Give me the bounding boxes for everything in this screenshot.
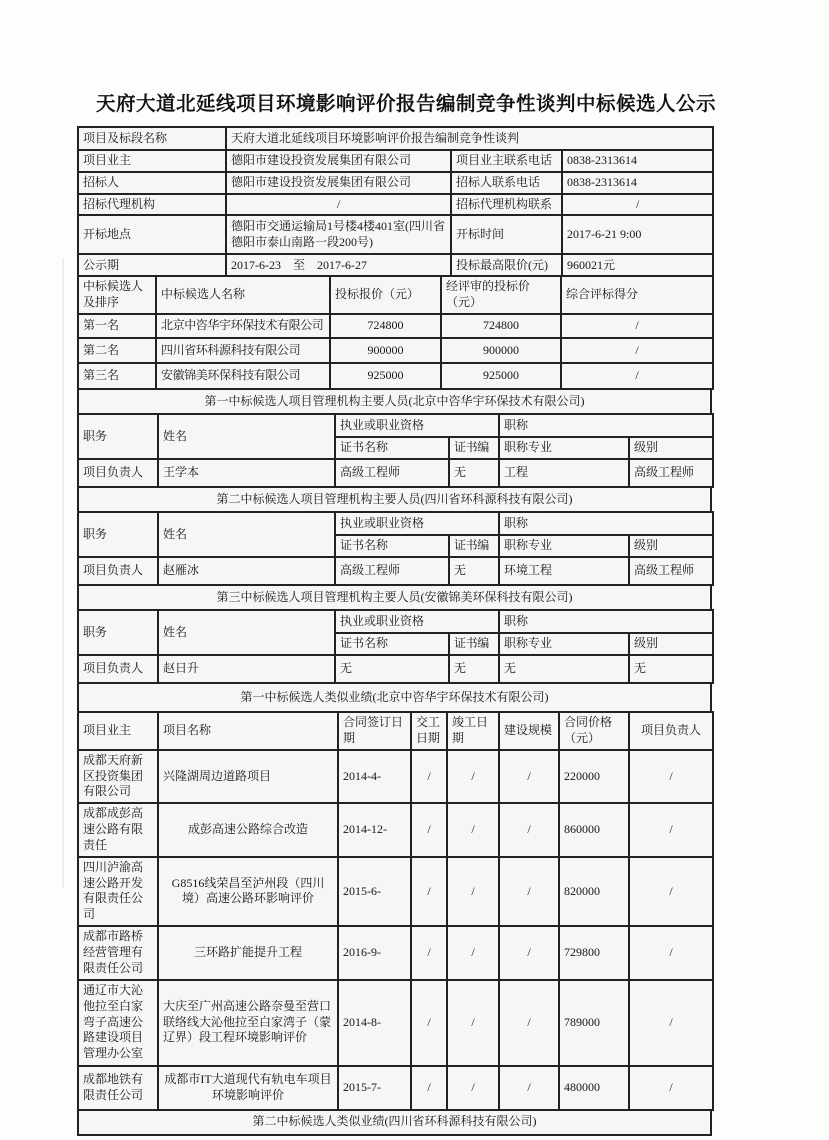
column-header: 建设规模 [499, 712, 559, 750]
column-header: 职称专业 [499, 633, 629, 655]
info-label: 招标代理机构联系 [451, 194, 562, 216]
contract-price: 729800 [559, 926, 629, 979]
project-leader: / [629, 926, 713, 979]
column-header: 职务 [78, 512, 158, 557]
column-header: 中标候选人名称 [156, 276, 330, 314]
column-header: 级别 [629, 633, 713, 655]
project-name: G8516线荣昌至泸州段（四川境）高速公路环影响评价 [158, 857, 338, 926]
project-name: 成彭高速公路综合改造 [158, 803, 338, 856]
project-leader: / [629, 980, 713, 1066]
candidate-row [78, 363, 713, 389]
info-value: 德阳市建设投资发展集团有限公司 [226, 150, 451, 172]
section-banner [77, 486, 712, 513]
project-owner: 四川泸渝高速公路开发有限责任公司 [78, 857, 158, 926]
candidate-row [78, 314, 713, 338]
column-header: 合同签订日期 [338, 712, 411, 750]
section-banner-text: 第一中标候选人项目管理机构主要人员(北京中咨华宇环保技术有限公司) [78, 389, 711, 414]
candidate-bid: 724800 [330, 314, 441, 338]
performance-table [77, 711, 714, 1110]
project-owner: 成都天府新区投资集团有限公司 [78, 750, 158, 803]
personnel-name: 赵雁冰 [158, 557, 335, 585]
personnel-duty: 项目负责人 [78, 655, 158, 683]
contract-date: 2014-4- [338, 750, 411, 803]
candidate-rank: 第三名 [78, 363, 156, 389]
personnel-row [78, 459, 713, 487]
completion-date: / [447, 980, 499, 1066]
info-label: 公示期 [78, 254, 226, 276]
project-owner: 成都地铁有限责任公司 [78, 1066, 158, 1110]
project-name: 成都市IT大道现代有轨电车项目环境影响评价 [158, 1066, 338, 1110]
delivery-date: / [411, 750, 447, 803]
contract-price: 789000 [559, 980, 629, 1066]
column-header: 证书名称 [335, 633, 449, 655]
candidate-name: 安徽锦美环保科技有限公司 [156, 363, 330, 389]
column-header: 竣工日期 [447, 712, 499, 750]
contract-date: 2014-8- [338, 980, 411, 1066]
construction-scale: / [499, 980, 559, 1066]
section-banner-text: 第二中标候选人项目管理机构主要人员(四川省环科源科技有限公司) [78, 487, 711, 512]
column-header: 证书名称 [335, 437, 449, 459]
personnel-table-2 [77, 511, 714, 586]
contract-price: 220000 [559, 750, 629, 803]
personnel-title-major: 无 [499, 655, 629, 683]
personnel-name: 赵日升 [158, 655, 335, 683]
column-header: 证书编 [449, 633, 499, 655]
column-header: 级别 [629, 437, 713, 459]
completion-date: / [447, 803, 499, 856]
column-header: 交工日期 [411, 712, 447, 750]
construction-scale: / [499, 1066, 559, 1110]
performance-row [78, 980, 713, 1066]
personnel-title-major: 环境工程 [499, 557, 629, 585]
delivery-date: / [411, 980, 447, 1066]
candidate-score: / [561, 338, 713, 363]
performance-row [78, 1066, 713, 1110]
completion-date: / [447, 857, 499, 926]
info-value: 2017-6-23 至 2017-6-27 [226, 254, 451, 276]
column-header: 执业或职业资格 [335, 512, 499, 535]
info-value: 德阳市建设投资发展集团有限公司 [226, 172, 451, 194]
performance-row [78, 926, 713, 979]
candidate-row [78, 338, 713, 363]
scan-edge-shadow [62, 258, 64, 888]
project-leader: / [629, 857, 713, 926]
column-header: 姓名 [158, 414, 335, 459]
delivery-date: / [411, 926, 447, 979]
contract-date: 2016-9- [338, 926, 411, 979]
contract-price: 480000 [559, 1066, 629, 1110]
candidate-score: / [561, 314, 713, 338]
candidate-evaluated-bid: 925000 [441, 363, 561, 389]
personnel-duty: 项目负责人 [78, 557, 158, 585]
personnel-duty: 项目负责人 [78, 459, 158, 487]
column-header: 中标候选人及排序 [78, 276, 156, 314]
construction-scale: / [499, 803, 559, 856]
candidate-name: 北京中咨华宇环保技术有限公司 [156, 314, 330, 338]
column-header: 项目业主 [78, 712, 158, 750]
project-name: 大庆至广州高速公路奈曼至营口联络线大沁他拉至白家湾子（蒙辽界）段工程环境影响评价 [158, 980, 338, 1066]
section-banner-text: 第三中标候选人项目管理机构主要人员(安徽锦美环保科技有限公司) [78, 585, 711, 610]
personnel-row [78, 655, 713, 683]
candidate-rank: 第二名 [78, 338, 156, 363]
candidate-name: 四川省环科源科技有限公司 [156, 338, 330, 363]
column-header: 职称 [499, 512, 713, 535]
section-banner-text: 第一中标候选人类似业绩(北京中咨华宇环保技术有限公司) [78, 683, 711, 712]
document-title: 天府大道北延线项目环境影响评价报告编制竞争性谈判中标候选人公示 [95, 94, 716, 115]
project-name: 三环路扩能提升工程 [158, 926, 338, 979]
info-label: 招标人 [78, 172, 226, 194]
performance-row [78, 803, 713, 856]
candidate-evaluated-bid: 900000 [441, 338, 561, 363]
column-header: 职称专业 [499, 437, 629, 459]
candidate-rank: 第一名 [78, 314, 156, 338]
info-label: 开标时间 [451, 215, 562, 254]
completion-date: / [447, 750, 499, 803]
personnel-title-level: 高级工程师 [629, 459, 713, 487]
completion-date: / [447, 1066, 499, 1110]
project-info-table [77, 126, 714, 277]
info-label: 项目及标段名称 [78, 127, 226, 150]
construction-scale: / [499, 926, 559, 979]
section-banner [77, 584, 712, 611]
candidate-bid: 900000 [330, 338, 441, 363]
contract-price: 820000 [559, 857, 629, 926]
column-header: 级别 [629, 535, 713, 557]
info-label: 开标地点 [78, 215, 226, 254]
candidate-score: / [561, 363, 713, 389]
info-label: 招标代理机构 [78, 194, 226, 216]
personnel-cert-name: 无 [335, 655, 449, 683]
column-header: 职称专业 [499, 535, 629, 557]
column-header: 姓名 [158, 610, 335, 655]
project-leader: / [629, 803, 713, 856]
contract-price: 860000 [559, 803, 629, 856]
personnel-table-3 [77, 609, 714, 684]
delivery-date: / [411, 803, 447, 856]
column-header: 职称 [499, 610, 713, 633]
personnel-cert-no: 无 [449, 459, 499, 487]
column-header: 投标报价（元） [330, 276, 441, 314]
column-header: 经评审的投标价（元） [441, 276, 561, 314]
personnel-name: 王学本 [158, 459, 335, 487]
construction-scale: / [499, 857, 559, 926]
section-banner [77, 1109, 712, 1136]
column-header: 证书名称 [335, 535, 449, 557]
info-label: 项目业主 [78, 150, 226, 172]
contract-date: 2015-7- [338, 1066, 411, 1110]
project-leader: / [629, 750, 713, 803]
section-banner-text: 第二中标候选人类似业绩(四川省环科源科技有限公司) [78, 1110, 711, 1135]
personnel-cert-no: 无 [449, 655, 499, 683]
project-owner: 成都成彭高速公路有限责任 [78, 803, 158, 856]
personnel-cert-name: 高级工程师 [335, 557, 449, 585]
personnel-title-level: 无 [629, 655, 713, 683]
personnel-table-1 [77, 413, 714, 488]
contract-date: 2015-6- [338, 857, 411, 926]
project-owner: 成都市路桥经营管理有限责任公司 [78, 926, 158, 979]
announcement-table [77, 126, 712, 1136]
column-header: 证书编 [449, 535, 499, 557]
info-value: 天府大道北延线项目环境影响评价报告编制竞争性谈判 [226, 127, 713, 150]
info-value: 德阳市交通运输局1号楼4楼401室(四川省德阳市泰山南路一段200号) [226, 215, 451, 254]
section-banner [77, 388, 712, 415]
section-banner [77, 682, 712, 713]
performance-row [78, 750, 713, 803]
column-header: 执业或职业资格 [335, 414, 499, 437]
contract-date: 2014-12- [338, 803, 411, 856]
info-label: 项目业主联系电话 [451, 150, 562, 172]
personnel-cert-name: 高级工程师 [335, 459, 449, 487]
personnel-cert-no: 无 [449, 557, 499, 585]
info-value: / [226, 194, 451, 216]
column-header: 姓名 [158, 512, 335, 557]
delivery-date: / [411, 1066, 447, 1110]
info-value: 0838-2313614 [562, 172, 713, 194]
candidate-bid: 925000 [330, 363, 441, 389]
construction-scale: / [499, 750, 559, 803]
info-value: 960021元 [562, 254, 713, 276]
delivery-date: / [411, 857, 447, 926]
project-leader: / [629, 1066, 713, 1110]
info-value: 2017-6-21 9:00 [562, 215, 713, 254]
personnel-title-level: 高级工程师 [629, 557, 713, 585]
column-header: 证书编 [449, 437, 499, 459]
project-owner: 通辽市大沁他拉至白家弯子高速公路建设项目管理办公室 [78, 980, 158, 1066]
performance-row [78, 857, 713, 926]
column-header: 综合评标得分 [561, 276, 713, 314]
info-value: 0838-2313614 [562, 150, 713, 172]
column-header: 项目负责人 [629, 712, 713, 750]
info-value: / [562, 194, 713, 216]
personnel-title-major: 工程 [499, 459, 629, 487]
column-header: 职称 [499, 414, 713, 437]
candidate-evaluated-bid: 724800 [441, 314, 561, 338]
column-header: 职务 [78, 610, 158, 655]
column-header: 项目名称 [158, 712, 338, 750]
column-header: 合同价格（元） [559, 712, 629, 750]
column-header: 执业或职业资格 [335, 610, 499, 633]
info-label: 招标人联系电话 [451, 172, 562, 194]
completion-date: / [447, 926, 499, 979]
candidates-table [77, 275, 714, 390]
project-name: 兴隆湖周边道路项目 [158, 750, 338, 803]
column-header: 职务 [78, 414, 158, 459]
personnel-row [78, 557, 713, 585]
info-label: 投标最高限价(元) [451, 254, 562, 276]
